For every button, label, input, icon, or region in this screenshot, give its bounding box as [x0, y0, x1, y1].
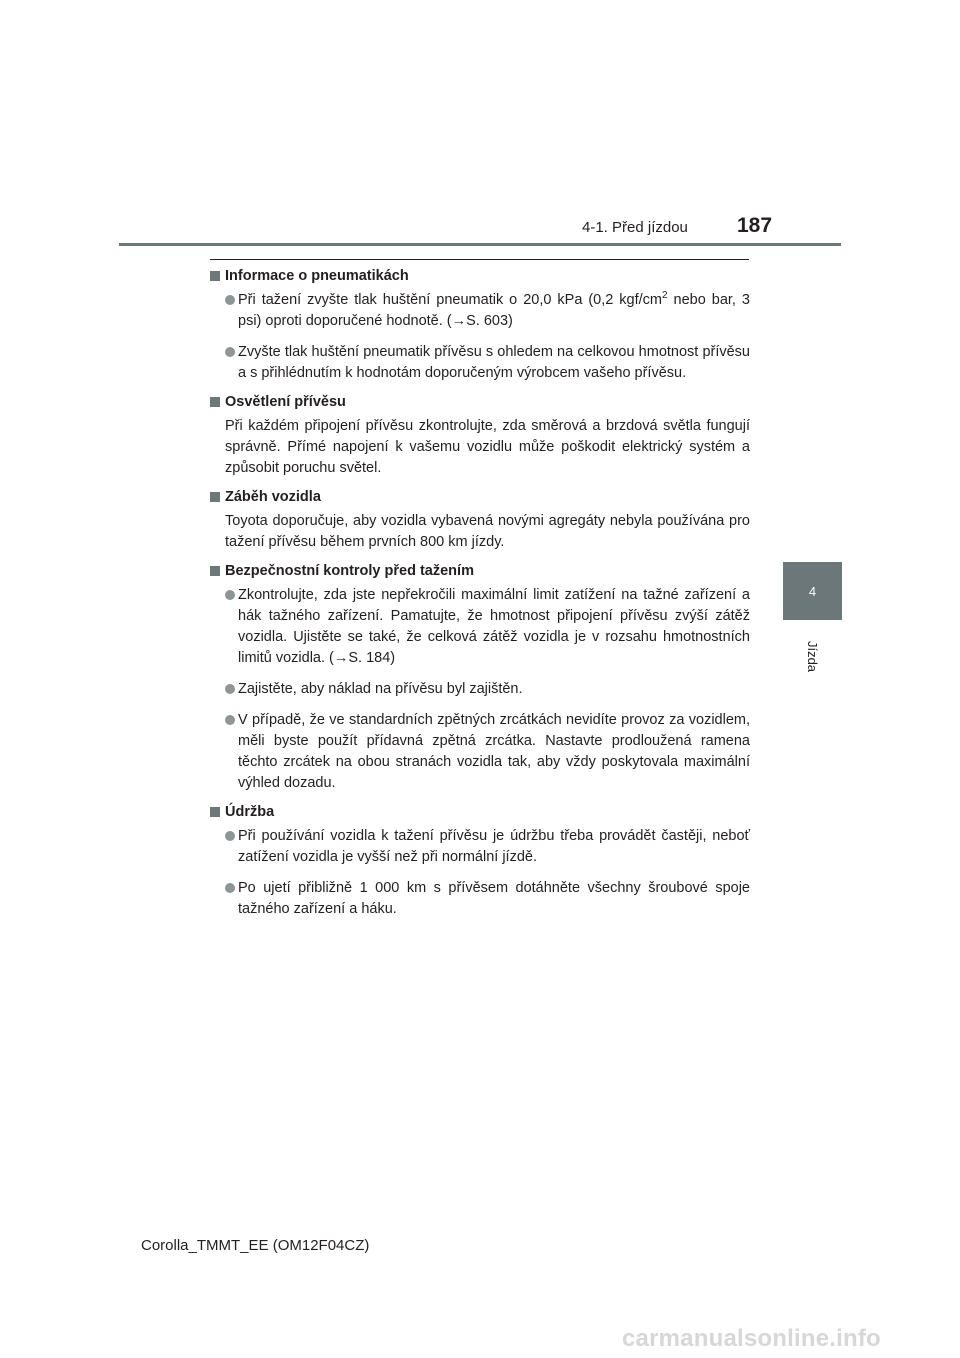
header-rule [119, 243, 841, 246]
bullet-item: Při tažení zvyšte tlak huštění pneumatik o 20,0 kPa (0,2 kgf/$cm^2$ nebo bar, 3 psi) oproti doporučené hodnotě. (→S. 603) [210, 290, 750, 332]
square-bullet-icon [210, 397, 220, 407]
section-safety-checks [210, 561, 750, 794]
chapter-label-container [783, 631, 842, 681]
bullet-item: Zkontrolujte, zda jste nepřekročili maximální limit zatížení na tažné zařízení a hák tažného zařízení. Pamatujte, že hmotnost připojení přívěsu zvýší zátěž vozidla. Ujistěte se také, že celková zátěž vozidla je v rozsahu hmotnostních limitů vozidla. (→S. 184) [210, 585, 750, 669]
main-content [210, 266, 750, 928]
section-trailer-lights [210, 392, 750, 479]
section-title: Osvětlení přívěsu [210, 392, 750, 413]
watermark-text: carmanualsonline.info [622, 1325, 881, 1352]
section-maintenance [210, 802, 750, 920]
round-bullet-icon [225, 883, 235, 893]
section-title: Záběh vozidla [210, 487, 750, 508]
round-bullet-icon [225, 295, 235, 305]
section-break-in [210, 487, 750, 553]
square-bullet-icon [210, 492, 220, 502]
round-bullet-icon [225, 684, 235, 694]
section-title: Bezpečnostní kontroly před tažením [210, 561, 750, 582]
round-bullet-icon [225, 715, 235, 725]
chapter-number: 4 [808, 583, 817, 599]
section-title: Údržba [210, 802, 750, 823]
content-top-rule [210, 259, 749, 260]
page-number: 187 [737, 214, 773, 237]
round-bullet-icon [225, 590, 235, 600]
chapter-label: Jízda [804, 640, 820, 672]
section-paragraph: Při každém připojení přívěsu zkontrolujte, zda směrová a brzdová světla fungují správně. Přímé napojení k vašemu vozidlu může poškodit elektrický systém a způsobit poruchu světel. [225, 418, 750, 476]
section-title: Informace o pneumatikách [210, 266, 750, 287]
running-header-section: 4-1. Před jízdou [582, 219, 688, 236]
bullet-item: V případě, že ve standardních zpětných zrcátkách nevidíte provoz za vozidlem, měli byste použít přídavná zpětná zrcátka. Nastavte prodloužená ramena těchto zrcátek na obou stranách vozidla tak, aby vždy poskytovala maximální výhled dozadu. [210, 710, 750, 794]
square-bullet-icon [210, 271, 220, 281]
bullet-item: Po ujetí přibližně 1 000 km s přívěsem dotáhněte všechny šroubové spoje tažného zařízení a háku. [210, 878, 750, 920]
square-bullet-icon [210, 807, 220, 817]
round-bullet-icon [225, 831, 235, 841]
section-tire-info [210, 266, 750, 384]
section-paragraph: Toyota doporučuje, aby vozidla vybavená novými agregáty nebyla používána pro tažení přívěsu během prvních 800 km jízdy. [225, 513, 750, 550]
square-bullet-icon [210, 566, 220, 576]
bullet-item: Zajistěte, aby náklad na přívěsu byl zajištěn. [210, 679, 750, 700]
bullet-item: Při používání vozidla k tažení přívěsu je údržbu třeba provádět častěji, neboť zatížení vozidla je vyšší než při normální jízdě. [210, 826, 750, 868]
document-footer: Corolla_TMMT_EE (OM12F04CZ) [141, 1237, 370, 1254]
chapter-tab [783, 562, 842, 620]
round-bullet-icon [225, 347, 235, 357]
bullet-item: Zvyšte tlak huštění pneumatik přívěsu s ohledem na celkovou hmotnost přívěsu a s přihlédnutím k hodnotám doporučeným výrobcem vašeho přívěsu. [210, 342, 750, 384]
